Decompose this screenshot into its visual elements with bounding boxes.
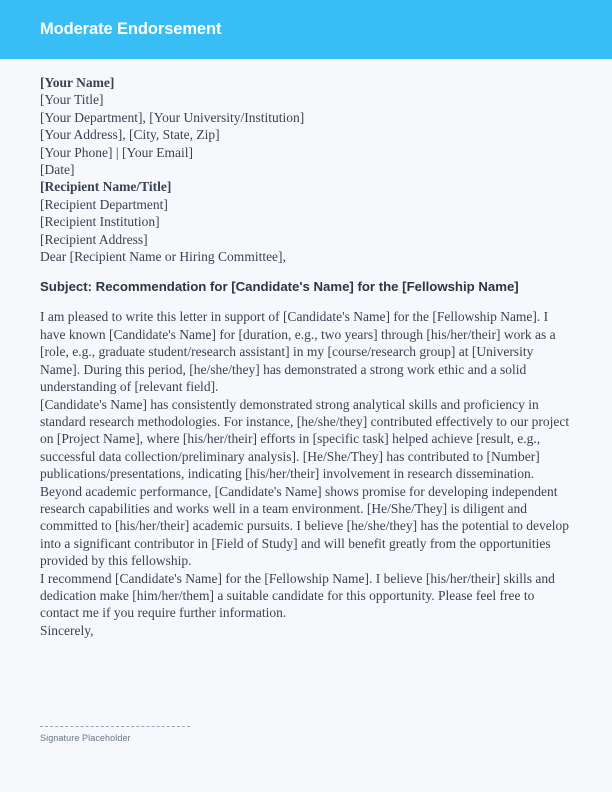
sender-name: [Your Name] [40, 75, 115, 90]
subject-gap [40, 295, 572, 308]
body-paragraph-2: [Candidate's Name] has consistently demonstrated strong analytical skills and proficiency in standard research methodologies. For instance, [he/she/they] contributed effectively to our project on [Project Name], where [his/her/their] efforts in [specific task] helped achieve [result, e.g., successful data collection/preliminary analysis]. [He/She/They] has contributed to [Number] publications/presentations, indicating [his/her/their] involvement in research dissemination. [40, 396, 570, 482]
sender-address: [Your Address], [City, State, Zip] [40, 127, 220, 143]
recipient-institution: [Recipient Institution] [40, 214, 160, 230]
recipient-address: [Recipient Address] [40, 231, 148, 247]
recipient-department: [Recipient Department] [40, 196, 168, 212]
sender-contact: [Your Phone] | [Your Email] [40, 144, 193, 160]
body-paragraph-3: Beyond academic performance, [Candidate's Name] shows promise for developing independent research capabilities and works well in a team environment. [He/She/They] is diligent and committed to [his/her/their] academic pursuits. I believe [he/she/they] has the potential to develop into a significant contributor in [Field of Study] and will benefit greatly from the opportunities provided by this fellowship. [40, 483, 569, 569]
signature-placeholder-label: Signature Placeholder [40, 733, 131, 743]
sender-block [40, 74, 572, 178]
body-paragraph-1: I am pleased to write this letter in support of [Candidate's Name] for the [Fellowship Name]. I have known [Candidate's Name] for [duration, e.g., two years] through [his/her/their] work as a [role, e.g., graduate student/research assistant] in my [course/research group] at [University Name]. During this period, [he/she/they] has demonstrated a strong work ethic and a solid understanding of [relevant field]. [40, 309, 556, 395]
closing-line: Sincerely, [40, 622, 94, 638]
page-title: Moderate Endorsement [40, 20, 222, 39]
body-top-spacer [40, 59, 572, 74]
signature-rule [40, 726, 190, 727]
salutation: Dear [Recipient Name or Hiring Committee], [40, 249, 286, 265]
letter-body [0, 59, 612, 639]
sender-title: [Your Title] [40, 92, 104, 108]
sender-department-institution: [Your Department], [Your University/Institution] [40, 109, 305, 125]
subject-line: Subject: Recommendation for [Candidate's Name] for the [Fellowship Name] [40, 279, 519, 295]
body-paragraph-4: I recommend [Candidate's Name] for the [Fellowship Name]. I believe [his/her/their] skills and dedication make [him/her/them] a suitable candidate for this opportunity. Please feel free to contact me if you require further information. [40, 570, 555, 621]
recipient-name-title: [Recipient Name/Title] [40, 179, 172, 195]
signature-block [40, 726, 190, 744]
letter-date: [Date] [40, 162, 75, 178]
document-header [0, 0, 612, 59]
recipient-block [40, 178, 572, 265]
